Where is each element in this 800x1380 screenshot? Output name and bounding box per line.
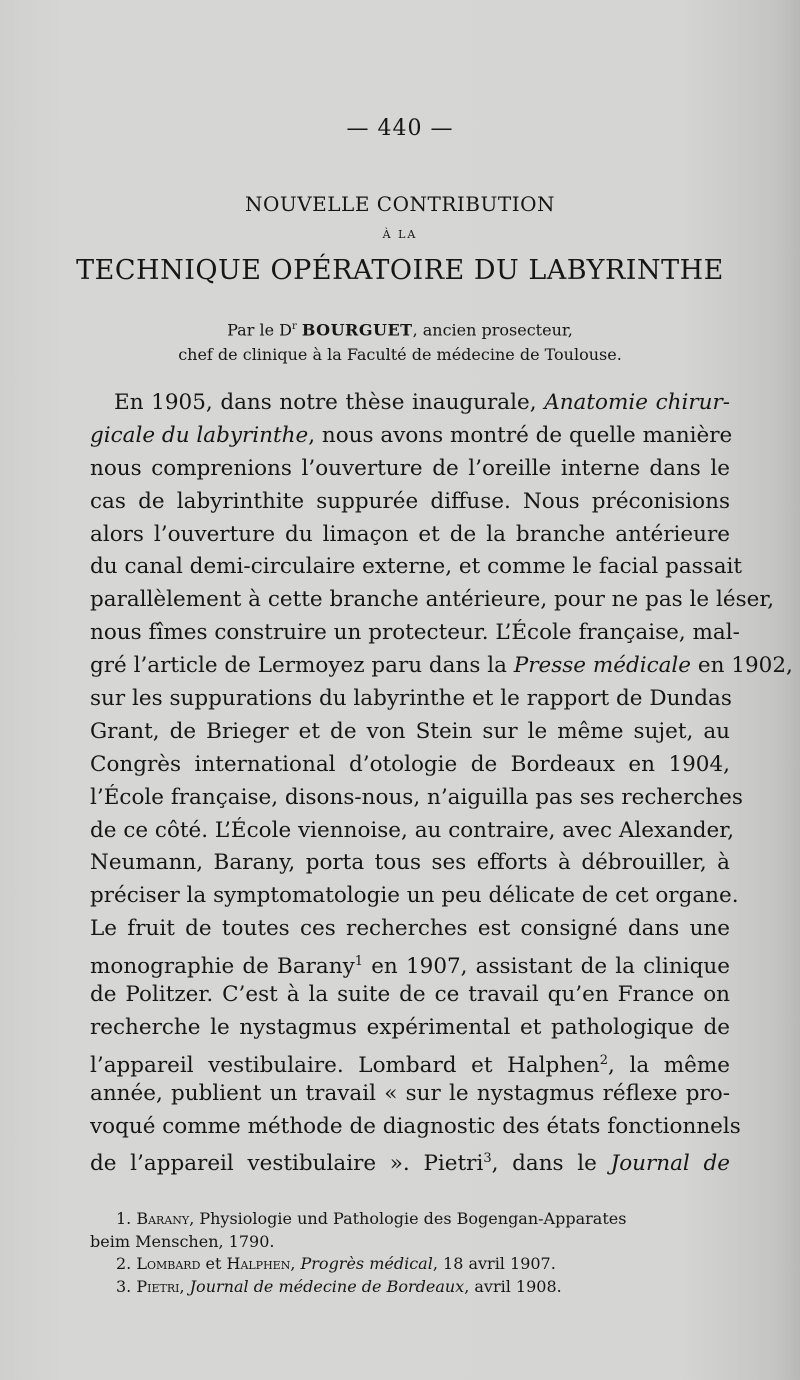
body-line: gicale du labyrinthe, nous avons montré de quelle manière xyxy=(90,422,733,448)
footnote xyxy=(90,1276,730,1299)
byline-line-2: chef de clinique à la Faculté de médecine de Toulouse. xyxy=(178,345,622,365)
footnote-text: et xyxy=(200,1254,227,1273)
body-line: nous comprenions l’ouverture de l’oreille interne dans le xyxy=(90,455,730,481)
title-line-1: NOUVELLE CONTRIBUTION xyxy=(244,192,555,216)
footnote-number: 1. xyxy=(116,1209,137,1228)
body-line: de Politzer. C’est à la suite de ce travail qu’en France on xyxy=(90,982,730,1008)
body-line: de ce côté. L’École viennoise, au contraire, avec Alexander, xyxy=(90,817,735,843)
title-line-2: À LA xyxy=(382,228,418,241)
body-line: recherche le nystagmus expérimental et pathologique de xyxy=(90,1014,730,1040)
body-line: gré l’article de Lermoyez paru dans la Presse médicale en 1902, xyxy=(90,653,793,679)
body-line: Grant, de Brieger et de von Stein sur le même sujet, au xyxy=(90,718,730,744)
byline xyxy=(0,314,800,367)
italic-title: Journal de xyxy=(610,1151,730,1177)
footnote-number: 2. xyxy=(116,1254,137,1273)
body-line: cas de labyrinthite suppurée diffuse. Nous préconisions xyxy=(90,488,730,514)
footnote-text: , 18 avril 1907. xyxy=(432,1254,556,1273)
body-line: parallèlement à cette branche antérieure, pour ne pas le léser, xyxy=(90,587,775,613)
body-line: alors l’ouverture du limaçon et de la branche antérieure xyxy=(90,521,730,547)
footnote-ref: 1 xyxy=(354,954,364,970)
body-line: nous fîmes construire un protecteur. L’École française, mal- xyxy=(90,620,740,646)
footnote-author: Halphen xyxy=(226,1254,291,1273)
footnote-text: , xyxy=(179,1276,190,1296)
footnote-text: , avril 1908. xyxy=(464,1276,562,1296)
footnote-author: Lombard xyxy=(136,1254,201,1273)
body-line: En 1905, dans notre thèse inaugurale, Anatomie chirur- xyxy=(114,390,730,415)
footnote-ref: 3 xyxy=(483,1151,492,1167)
body-line: année, publient un travail « sur le nystagmus réflexe pro- xyxy=(90,1080,730,1106)
footnote-text: , xyxy=(290,1254,301,1273)
footnotes xyxy=(90,1208,730,1298)
byline-sup: r xyxy=(291,321,297,332)
footnote xyxy=(90,1253,730,1276)
body-line: Congrès international d’otologie de Bordeaux en 1904, xyxy=(90,751,730,777)
body-line: monographie de Barany$^1$ en 1907, assistant de la clinique xyxy=(90,954,730,980)
page-number: — 440 — xyxy=(346,116,454,141)
body-line: de l’appareil vestibulaire ». Pietri$^3$, dans le Journal de xyxy=(90,1151,730,1177)
body-line: Le fruit de toutes ces recherches est consigné dans une xyxy=(90,916,730,942)
footnote-author: Barany xyxy=(136,1209,190,1228)
article-title: TECHNIQUE OPÉRATOIRE DU LABYRINTHE xyxy=(76,255,724,286)
body-line: l’appareil vestibulaire. Lombard et Halphen$^2$, la même xyxy=(90,1052,730,1078)
footnote-title: Progrès médical xyxy=(300,1254,433,1273)
footnote-text: , Physiologie und Pathologie des Bogengan-Apparates xyxy=(189,1209,627,1228)
body-line: l’École française, disons-nous, n’aiguilla pas ses recherches xyxy=(90,784,743,810)
footnote-ref: 2 xyxy=(599,1052,609,1068)
body-line: du canal demi-circulaire externe, et comme le facial passait xyxy=(90,554,743,580)
body-line: voqué comme méthode de diagnostic des états fonctionnels xyxy=(90,1113,741,1139)
byline-suffix: , ancien prosecteur, xyxy=(412,320,573,340)
body-text xyxy=(90,387,793,1177)
byline-prefix: Par le D xyxy=(227,320,292,340)
byline-line-1 xyxy=(0,314,800,342)
body-line: Neumann, Barany, porta tous ses efforts à débrouiller, à xyxy=(90,850,730,876)
italic-title: Anatomie chirur- xyxy=(544,390,730,415)
footnote xyxy=(90,1208,730,1231)
italic-title: Presse médicale xyxy=(513,653,692,679)
footnote-number: 3. xyxy=(116,1276,137,1296)
body-line: préciser la symptomatologie un peu délicate de cet organe. xyxy=(90,883,739,909)
author-name: BOURGUET xyxy=(301,320,413,340)
body-line: sur les suppurations du labyrinthe et le rapport de Dundas xyxy=(90,686,732,712)
footnote-title: Journal de médecine de Bordeaux xyxy=(189,1276,465,1296)
italic-title: gicale du labyrinthe xyxy=(90,422,309,448)
footnote-author: Pietri xyxy=(136,1276,180,1296)
footnote-continuation: beim Menschen, 1790. xyxy=(90,1231,275,1251)
